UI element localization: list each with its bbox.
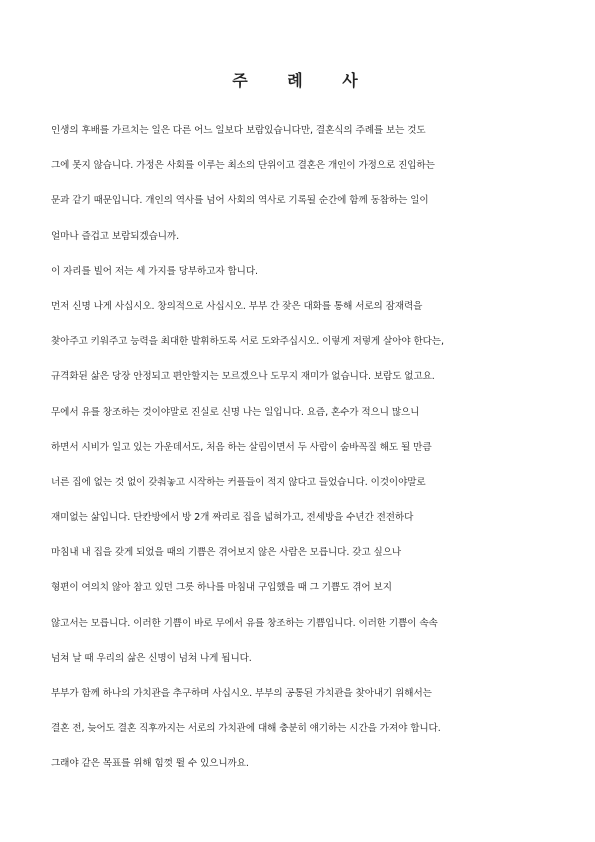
text-line: 무에서 유를 창조하는 것이야말로 진실로 신명 나는 일입니다. 요즘, 혼수가 적으니 많으니 — [51, 406, 420, 418]
text-line: 마침내 내 집을 갖게 되었을 때의 기쁨은 겪어보지 않은 사람은 모릅니다. 갖고 싶으나 — [51, 547, 402, 559]
text-line: 이 자리를 빌어 저는 세 가지를 당부하고자 합니다. — [51, 265, 258, 277]
text-line: 않고서는 모릅니다. 이러한 기쁨이 바로 무에서 유를 창조하는 기쁨입니다. 이러한 기쁨이 속속 — [51, 617, 438, 629]
text-line: 그래야 같은 목표를 위해 힘껏 뛸 수 있으니까요. — [51, 758, 249, 770]
text-line: 인생의 후배를 가르치는 일은 다른 어느 일보다 보람있습니다만, 결혼식의 주례를 보는 것도 — [51, 125, 426, 136]
text-line: 찾아주고 키워주고 능력을 최대한 발휘하도록 서로 도와주십시오. 이렇게 저렇게 살아야 한다는, — [51, 336, 444, 348]
text-line: 부부가 함께 하나의 가치관을 추구하며 사십시오. 부부의 공통된 가치관을 찾아내기 위해서는 — [51, 688, 432, 699]
text-line: 넘쳐 날 때 우리의 삶은 신명이 넘쳐 나게 됩니다. — [51, 652, 252, 664]
text-line: 얼마나 즐겁고 보람되겠습니까. — [51, 230, 180, 242]
document-title: 주 례 사 — [232, 71, 375, 90]
text-line: 하면서 시비가 일고 있는 가운데서도, 처음 하는 살림이면서 두 사람이 숨바꼭질 해도 될 만큼 — [51, 441, 432, 453]
text-line: 너른 집에 없는 것 없이 갖춰놓고 시작하는 커플들이 적지 않다고 들었습니다. 이것이야말로 — [51, 476, 426, 488]
text-line: 재미없는 삶입니다. 단칸방에서 방 2개 짜리로 집을 넓혀가고, 전세방을 수년간 전전하다 — [51, 512, 414, 524]
text-line: 형편이 여의치 않아 참고 있던 그릇 하나를 마침내 구입했을 때 그 기쁨도 겪어 보지 — [51, 582, 392, 594]
document-body — [51, 113, 551, 782]
text-line: 결혼 전, 늦어도 결혼 직후까지는 서로의 가치관에 대해 충분히 얘기하는 시간을 가져야 합니다. — [51, 723, 441, 735]
text-line: 규격화된 삶은 당장 안정되고 편안할지는 모르겠으나 도무지 재미가 없습니다. 보람도 없고요. — [51, 371, 435, 383]
text-line: 먼저 신명 나게 사십시오. 창의적으로 사십시오. 부부 간 잦은 대화를 통해 서로의 잠재력을 — [51, 300, 423, 312]
text-line: 그에 못지 않습니다. 가정은 사회를 이루는 최소의 단위이고 결혼은 개인이 가정으로 진입하는 — [51, 160, 435, 172]
text-line: 문과 같기 때문입니다. 개인의 역사를 넘어 사회의 역사로 기록될 순간에 함께 동참하는 일이 — [51, 195, 429, 207]
